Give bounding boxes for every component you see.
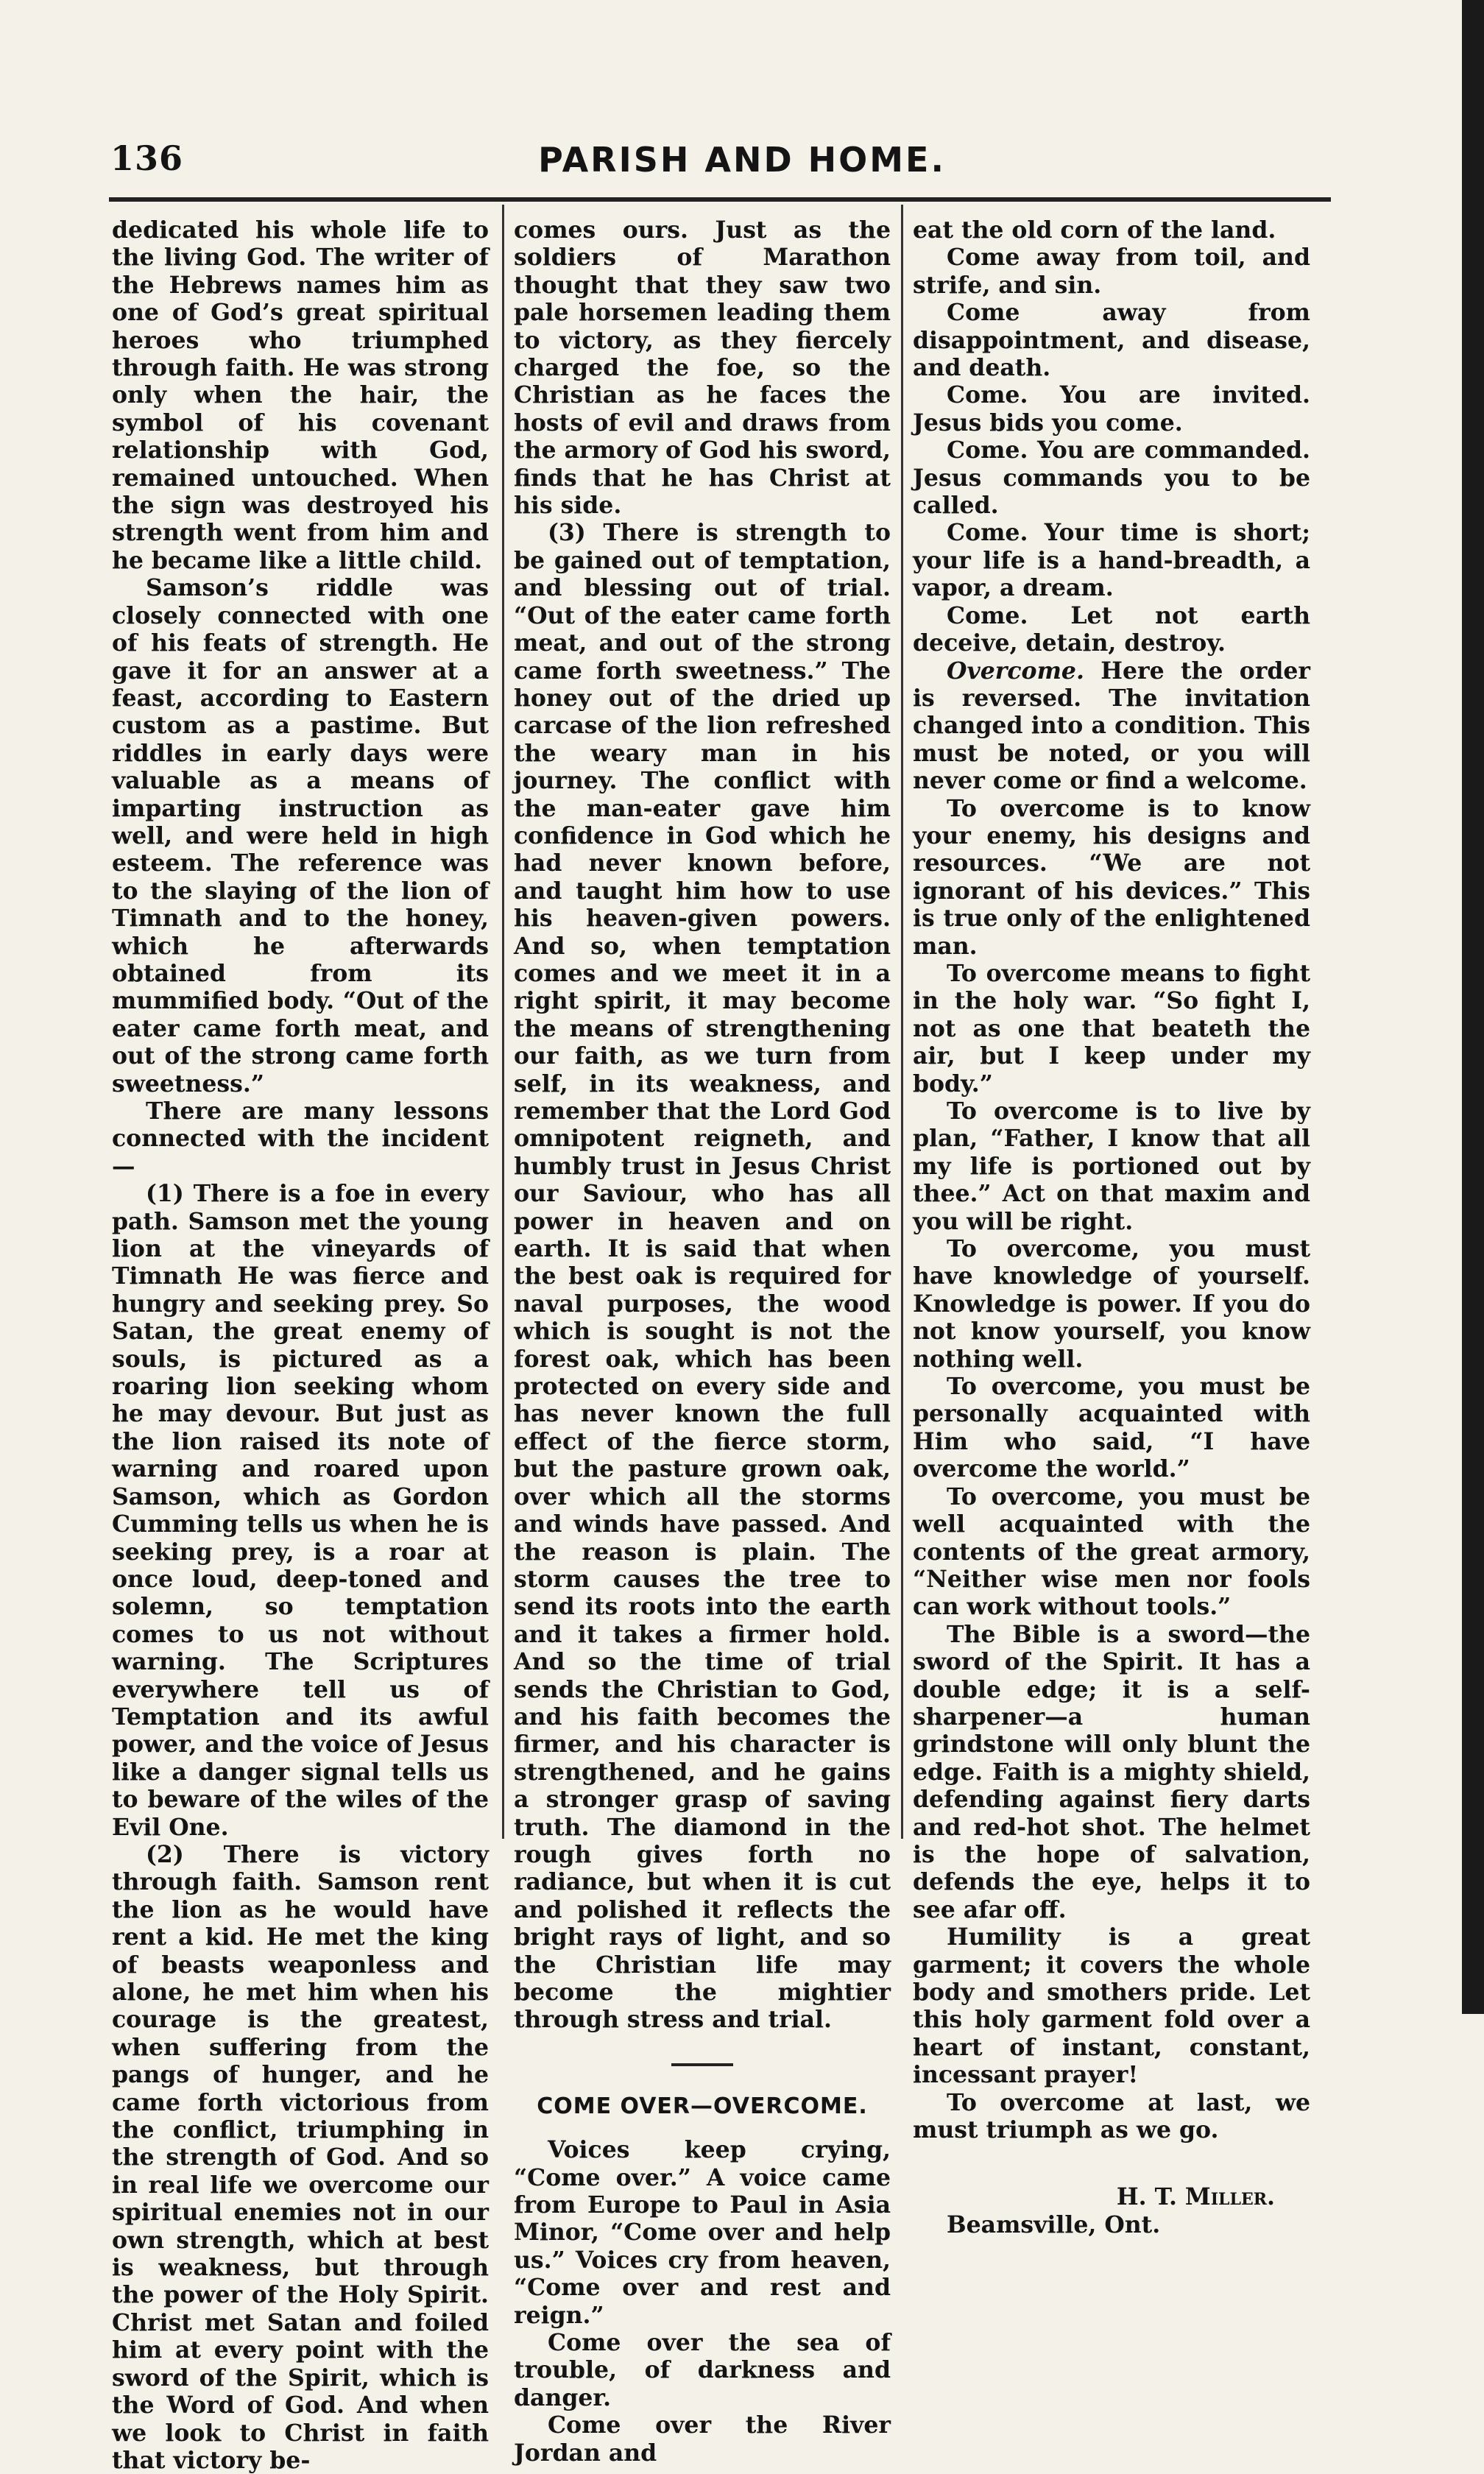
paragraph: Humility is a great garment; it covers the whole body and smothers pride. Let this holy garment fold over a heart of instant, constant, incessant prayer!: [913, 1923, 1310, 2089]
section-divider: [671, 2063, 733, 2066]
page-number: 136: [110, 138, 184, 178]
paragraph: To overcome, you must be personally acquainted with Him who said, “I have overcome the world.”: [913, 1373, 1310, 1483]
paragraph: Come. You are commanded. Jesus commands you to be called.: [913, 437, 1310, 520]
paragraph: (1) There is a foe in every path. Samson met the young lion at the vineyards of Timnath He was fierce and hungry and seeking prey. So Satan, the great enemy of souls, is pictured as a roaring lion seeking whom he may devour. But just as the lion raised its note of warning and roared upon Samson, which as Gordon Cumming tells us when he is seeking prey, is a roar at once loud, deep-toned and solemn, so temptation comes to us not without warning. The Scriptures everywhere tell us of Temptation and its awful power, and the voice of Jesus like a danger signal tells us to beware of the wiles of the Evil One.: [112, 1180, 489, 1841]
paragraph: Come away from disappointment, and disease, and death.: [913, 299, 1310, 382]
paragraph-text: Here the order is reversed. The invitation changed into a condition. This must be noted, or you will never come or find a welcome.: [913, 657, 1310, 795]
paragraph: Come away from toil, and strife, and sin.: [913, 244, 1310, 299]
column-rule-1: [502, 205, 504, 1839]
section-title: COME OVER—OVERCOME.: [537, 2093, 868, 2119]
column-3: [913, 216, 1310, 2238]
paragraph: To overcome is to live by plan, “Father, I know that all my life is portioned out by thee.” Act on that maxim and you will be right.: [913, 1098, 1310, 1235]
paragraph: Voices keep crying, “Come over.” A voice came from Europe to Paul in Asia Minor, “Come over and help us.” Voices cry from heaven, “Come over and rest and reign.”: [514, 2136, 891, 2329]
italic-word: Overcome.: [947, 657, 1084, 685]
paragraph: To overcome is to know your enemy, his designs and resources. “We are not ignorant of his devices.” This is true only of the enlightened man.: [913, 794, 1310, 960]
paragraph: The Bible is a sword—the sword of the Spirit. It has a double edge; it is a self-sharpener—a human grindstone will only blunt the edge. Faith is a mighty shield, defending against fiery darts and red-hot shot. The helmet is the hope of salvation, defends the eye, helps it to see afar off.: [913, 1620, 1310, 1923]
paragraph: comes ours. Just as the soldiers of Marathon thought that they saw two pale horsemen leading them to victory, as they fiercely charged the foe, so the Christian as he faces the hosts of evil and draws from the armory of God his sword, finds that he has Christ at his side.: [514, 216, 891, 520]
paragraph: dedicated his whole life to the living God. The writer of the Hebrews names him as one of God’s great spiritual heroes who triumphed through faith. He was strong only when the hair, the symbol of his covenant relationship with God, remained untouched. When the sign was destroyed his strength went from him and he became like a little child.: [112, 216, 489, 574]
paragraph: Samson’s riddle was closely connected with one of his feats of strength. He gave it for an answer at a feast, according to Eastern custom as a pastime. But riddles in early days were valuable as a means of imparting instruction as well, and were held in high esteem. The reference was to the slaying of the lion of Timnath and to the honey, which he afterwards obtained from its mummified body. “Out of the eater came forth meat, and out of the strong came forth sweetness.”: [112, 574, 489, 1098]
paragraph: [913, 657, 1310, 795]
paragraph: Come. Let not earth deceive, detain, destroy.: [913, 601, 1310, 657]
author-location: Beamsville, Ont.: [947, 2210, 1161, 2238]
column-2: [514, 216, 891, 2467]
paragraph: To overcome, you must have knowledge of yourself. Knowledge is power. If you do not know yourself, you know nothing well.: [913, 1235, 1310, 1373]
paragraph: (2) There is victory through faith. Samson rent the lion as he would have rent a kid. He met the king of beasts weaponless and alone, he met him when his courage is the greatest, when suffering from the pangs of hunger, and he came forth victorious from the conflict, triumphing in the strength of God. And so in real life we overcome our spiritual enemies not in our own strength, which at best is weakness, but through the power of the Holy Spirit. Christ met Satan and foiled him at every point with the sword of the Spirit, which is the Word of God. And when we look to Christ in faith that victory be-: [112, 1840, 489, 2474]
paragraph: Come. Your time is short; your life is a hand-breadth, a vapor, a dream.: [913, 519, 1310, 602]
paragraph: To overcome means to fight in the holy war. “So fight I, not as one that beateth the air, but I keep under my body.”: [913, 959, 1310, 1098]
header-rule: [109, 197, 1331, 202]
author-signature: H. T. Miller.: [1116, 2183, 1275, 2211]
paragraph: eat the old corn of the land.: [913, 216, 1276, 244]
running-head: PARISH AND HOME.: [538, 140, 946, 180]
paragraph: Come. You are invited. Jesus bids you come.: [913, 381, 1310, 437]
paragraph: Come over the sea of trouble, of darkness and danger.: [514, 2329, 891, 2411]
paragraph: Come over the River Jordan and: [514, 2411, 891, 2467]
paragraph: To overcome, you must be well acquainted with the contents of the great armory, “Neither wise men nor fools can work without tools.”: [913, 1482, 1310, 1621]
paragraph: To overcome at last, we must triumph as we go.: [913, 2088, 1310, 2144]
paragraph: There are many lessons connected with the incident—: [112, 1098, 489, 1180]
column-rule-2: [901, 205, 903, 1839]
page-edge-shadow: [1462, 0, 1484, 2014]
column-1: [112, 216, 489, 2474]
paragraph: (3) There is strength to be gained out of temptation, and blessing out of trial. “Out of the eater came forth meat, and out of the strong came forth sweetness.” The honey out of the dried up carcase of the lion refreshed the weary man in his journey. The conflict with the man-eater gave him confidence in God which he had never known before, and taught him how to use his heaven-given powers. And so, when temptation comes and we meet it in a right spirit, it may become the means of strengthening our faith, as we turn from self, in its weakness, and remember that the Lord God omnipotent reigneth, and humbly trust in Jesus Christ our Saviour, who has all power in heaven and on earth. It is said that when the best oak is required for naval purposes, the wood which is sought is not the forest oak, which has been protected on every side and has never known the full effect of the fierce storm, but the pasture grown oak, over which all the storms and winds have passed. And the reason is plain. The storm causes the tree to send its roots into the earth and it takes a firmer hold. And so the time of trial sends the Christian to God, and his faith becomes the firmer, and his character is strengthened, and he gains a stronger grasp of saving truth. The diamond in the rough gives forth no radiance, but when it is cut and polished it reflects the bright rays of light, and so the Christian life may become the mightier through stress and trial.: [514, 519, 891, 2034]
